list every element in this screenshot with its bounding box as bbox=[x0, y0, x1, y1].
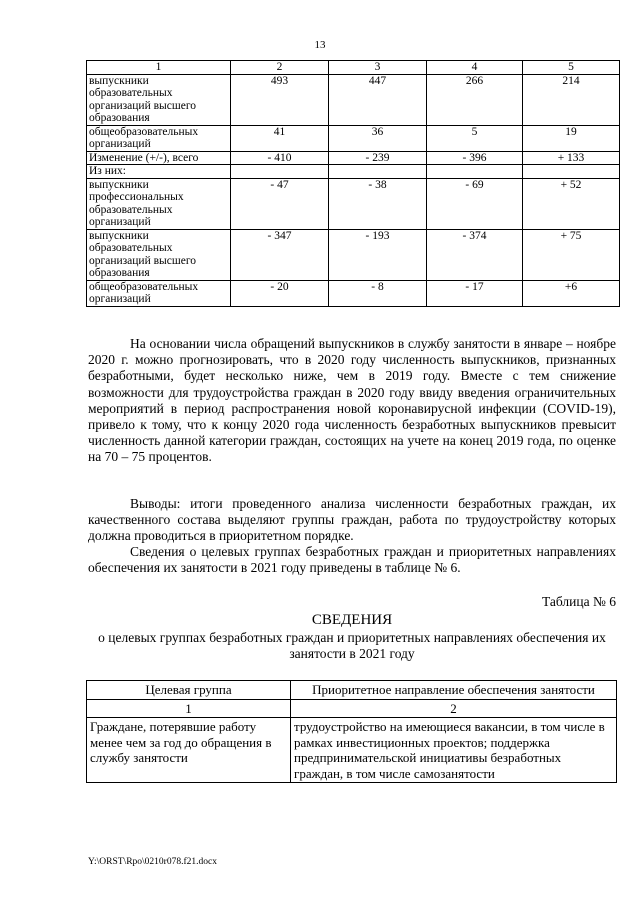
column-number: 1 bbox=[87, 61, 231, 75]
table-cell: - 347 bbox=[231, 229, 329, 280]
table-header-row bbox=[87, 681, 617, 700]
table-cell: - 20 bbox=[231, 280, 329, 306]
row-label: Из них: bbox=[87, 165, 231, 179]
table-cell: 447 bbox=[329, 74, 427, 125]
table-cell: - 374 bbox=[427, 229, 523, 280]
table-cell: + 75 bbox=[523, 229, 620, 280]
table-cell: - 239 bbox=[329, 151, 427, 165]
table-cell: 493 bbox=[231, 74, 329, 125]
page-number: 13 bbox=[314, 39, 326, 51]
table-cell: 5 bbox=[427, 125, 523, 151]
column-header: Целевая группа bbox=[87, 681, 291, 700]
unemployment-table bbox=[86, 60, 620, 307]
table-cell: 41 bbox=[231, 125, 329, 151]
table-cell: - 47 bbox=[231, 178, 329, 229]
table-cell: + 133 bbox=[523, 151, 620, 165]
paragraph-conclusions: Выводы: итоги проведенного анализа численности безработных граждан, их качественного состава выделяют группы граждан, работа по трудоустройству которых должна проводиться в приоритетном порядке. bbox=[88, 496, 616, 544]
paragraph-forecast: На основании числа обращений выпускников в службу занятости в январе – ноябре 2020 г. можно прогнозировать, что в 2020 году численность выпускников, признанных безработными, будет несколько ниже, чем в 2019 году. Вместе с тем снижение возможности для трудоустройства граждан в 2020 году ввиду введения ограничительных мероприятий в период распространения новой коронавирусной инфекции (COVID-19), привело к тому, что к концу 2020 года численность безработных выпускников превысит численность данной категории граждан, состоящих на учете на конец 2019 года, по оценке на 70 – 75 процентов. bbox=[88, 336, 616, 465]
table-cell: + 52 bbox=[523, 178, 620, 229]
table-cell bbox=[329, 165, 427, 179]
table-row bbox=[87, 229, 620, 280]
table-row bbox=[87, 178, 620, 229]
table-number-row bbox=[87, 699, 617, 718]
table-cell: +6 bbox=[523, 280, 620, 306]
table-cell: 266 bbox=[427, 74, 523, 125]
table-cell bbox=[427, 165, 523, 179]
column-number: 3 bbox=[329, 61, 427, 75]
column-number: 5 bbox=[523, 61, 620, 75]
file-path-footer: Y:\ORST\Rpo\0210r078.f21.docx bbox=[88, 857, 217, 867]
table-caption: Таблица № 6 bbox=[542, 594, 616, 609]
table-row bbox=[87, 74, 620, 125]
table-cell: - 8 bbox=[329, 280, 427, 306]
table-cell: - 69 bbox=[427, 178, 523, 229]
priority-direction-cell: трудоустройство на имеющиеся вакансии, в том числе в рамках инвестиционных проектов; поддержка предпринимательской инициативы безработных граждан, в том числе самозанятости bbox=[291, 718, 617, 783]
table-row bbox=[87, 280, 620, 306]
table-row bbox=[87, 165, 620, 179]
column-number: 2 bbox=[291, 699, 617, 718]
target-groups-table bbox=[86, 680, 617, 783]
table-cell: 214 bbox=[523, 74, 620, 125]
table-cell: - 410 bbox=[231, 151, 329, 165]
table-cell: 19 bbox=[523, 125, 620, 151]
column-header: Приоритетное направление обеспечения занятости bbox=[291, 681, 617, 700]
table-cell: - 17 bbox=[427, 280, 523, 306]
table-cell: - 193 bbox=[329, 229, 427, 280]
table-cell bbox=[231, 165, 329, 179]
column-number: 4 bbox=[427, 61, 523, 75]
table-cell: 36 bbox=[329, 125, 427, 151]
section-title: СВЕДЕНИЯ bbox=[311, 612, 393, 628]
target-group-cell: Граждане, потерявшие работу менее чем за год до обращения в службу занятости bbox=[87, 718, 291, 783]
table-header-row bbox=[87, 61, 620, 75]
table-cell bbox=[523, 165, 620, 179]
row-label: Изменение (+/-), всего bbox=[87, 151, 231, 165]
section-subtitle: о целевых группах безработных граждан и приоритетных направлениях обеспечения их занятости в 2021 году bbox=[98, 630, 606, 661]
row-label: общеобразовательных организаций bbox=[87, 280, 231, 306]
row-label: общеобразовательных организаций bbox=[87, 125, 231, 151]
table-row bbox=[87, 151, 620, 165]
table-row bbox=[87, 718, 617, 783]
column-number: 1 bbox=[87, 699, 291, 718]
column-number: 2 bbox=[231, 61, 329, 75]
table-cell: - 38 bbox=[329, 178, 427, 229]
paragraph-reference: Сведения о целевых группах безработных граждан и приоритетных направлениях обеспечения их занятости в 2021 году приведены в таблице № 6. bbox=[88, 544, 616, 576]
table-row bbox=[87, 125, 620, 151]
row-label: выпускники образовательных организаций высшего образования bbox=[87, 74, 231, 125]
row-label: выпускники образовательных организаций высшего образования bbox=[87, 229, 231, 280]
table-cell: - 396 bbox=[427, 151, 523, 165]
row-label: выпускники профессиональных образовательных организаций bbox=[87, 178, 231, 229]
